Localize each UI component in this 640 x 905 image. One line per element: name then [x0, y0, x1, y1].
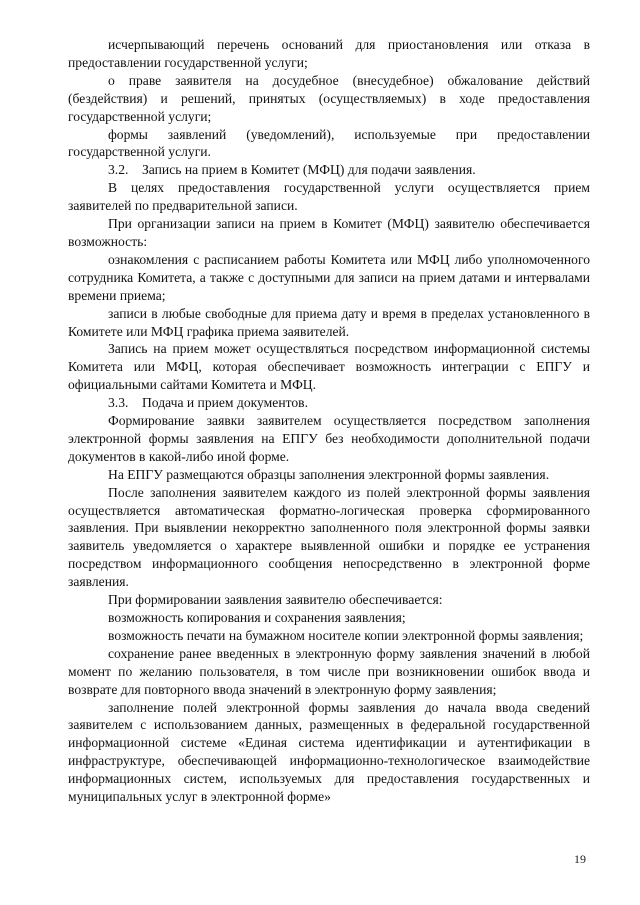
paragraph: В целях предоставления государственной услуги осуществляется прием заявителей по предварительной записи.: [68, 180, 590, 214]
paragraph: записи в любые свободные для приема дату и время в пределах установленного в Комитете или МФЦ графика приема заявителей.: [68, 305, 590, 339]
paragraph: заполнение полей электронной формы заявления до начала ввода сведений заявителем с использованием данных, размещенных в федеральной государственной информационной системе «Единая система идентификации и аутентификации в инфраструктуре, обеспечивающей информационно-технологическое взаимодействие информационных систем, используемых для предоставления государственных и муниципальных услуг в электронной форме»: [68, 699, 590, 805]
paragraph: Запись на прием может осуществляться посредством информационной системы Комитета или МФЦ, которая обеспечивает возможность интеграции с ЕПГУ и официальными сайтами Комитета и МФЦ.: [68, 341, 590, 393]
paragraph: формы заявлений (уведомлений), используемые при предоставлении государственной услуги.: [68, 126, 590, 160]
section-heading: 3.2. Запись на прием в Комитет (МФЦ) для подачи заявления.: [108, 162, 476, 178]
paragraph: Формирование заявки заявителем осуществляется посредством заполнения электронной формы заявления на ЕПГУ без необходимости дополнительной подачи документов в какой-либо иной форме.: [68, 413, 590, 464]
paragraph: После заполнения заявителем каждого из полей электронной формы заявления осуществляется автоматическая форматно-логическая проверка сформированного заявления. При выявлении некорректно заполненного поля электронной формы заявки заявитель уведомляется о характере выявленной ошибки и порядке ее устранения посредством информационного сообщения непосредственно в электронной форме заявления.: [68, 484, 590, 590]
paragraph: возможность печати на бумажном носителе копии электронной формы заявления;: [108, 627, 584, 643]
paragraph: исчерпывающий перечень оснований для приостановления или отказа в предоставлении государственной услуги;: [68, 37, 590, 70]
paragraph: При организации записи на прием в Комитет (МФЦ) заявителю обеспечивается возможность:: [68, 216, 590, 249]
paragraph: ознакомления с расписанием работы Комитета или МФЦ либо уполномоченного сотрудника Комитета, а также с доступными для записи на прием датами и интервалами времени приема;: [68, 251, 590, 303]
paragraph: При формировании заявления заявителю обеспечивается:: [108, 592, 443, 608]
document-page: [68, 36, 590, 806]
paragraph: о праве заявителя на досудебное (внесудебное) обжалование действий (бездействия) и решений, принятых (осуществляемых) в ходе предоставления государственной услуги;: [68, 72, 590, 124]
page-number: 19: [574, 852, 586, 866]
paragraph: возможность копирования и сохранения заявления;: [108, 610, 406, 625]
section-heading: 3.3. Подача и прием документов.: [108, 395, 308, 411]
paragraph: сохранение ранее введенных в электронную форму заявления значений в любой момент по желанию пользователя, в том числе при возникновении ошибок ввода и возврате для повторного ввода значений в электронную форму заявления;: [68, 645, 590, 697]
paragraph: На ЕПГУ размещаются образцы заполнения электронной формы заявления.: [108, 466, 550, 482]
